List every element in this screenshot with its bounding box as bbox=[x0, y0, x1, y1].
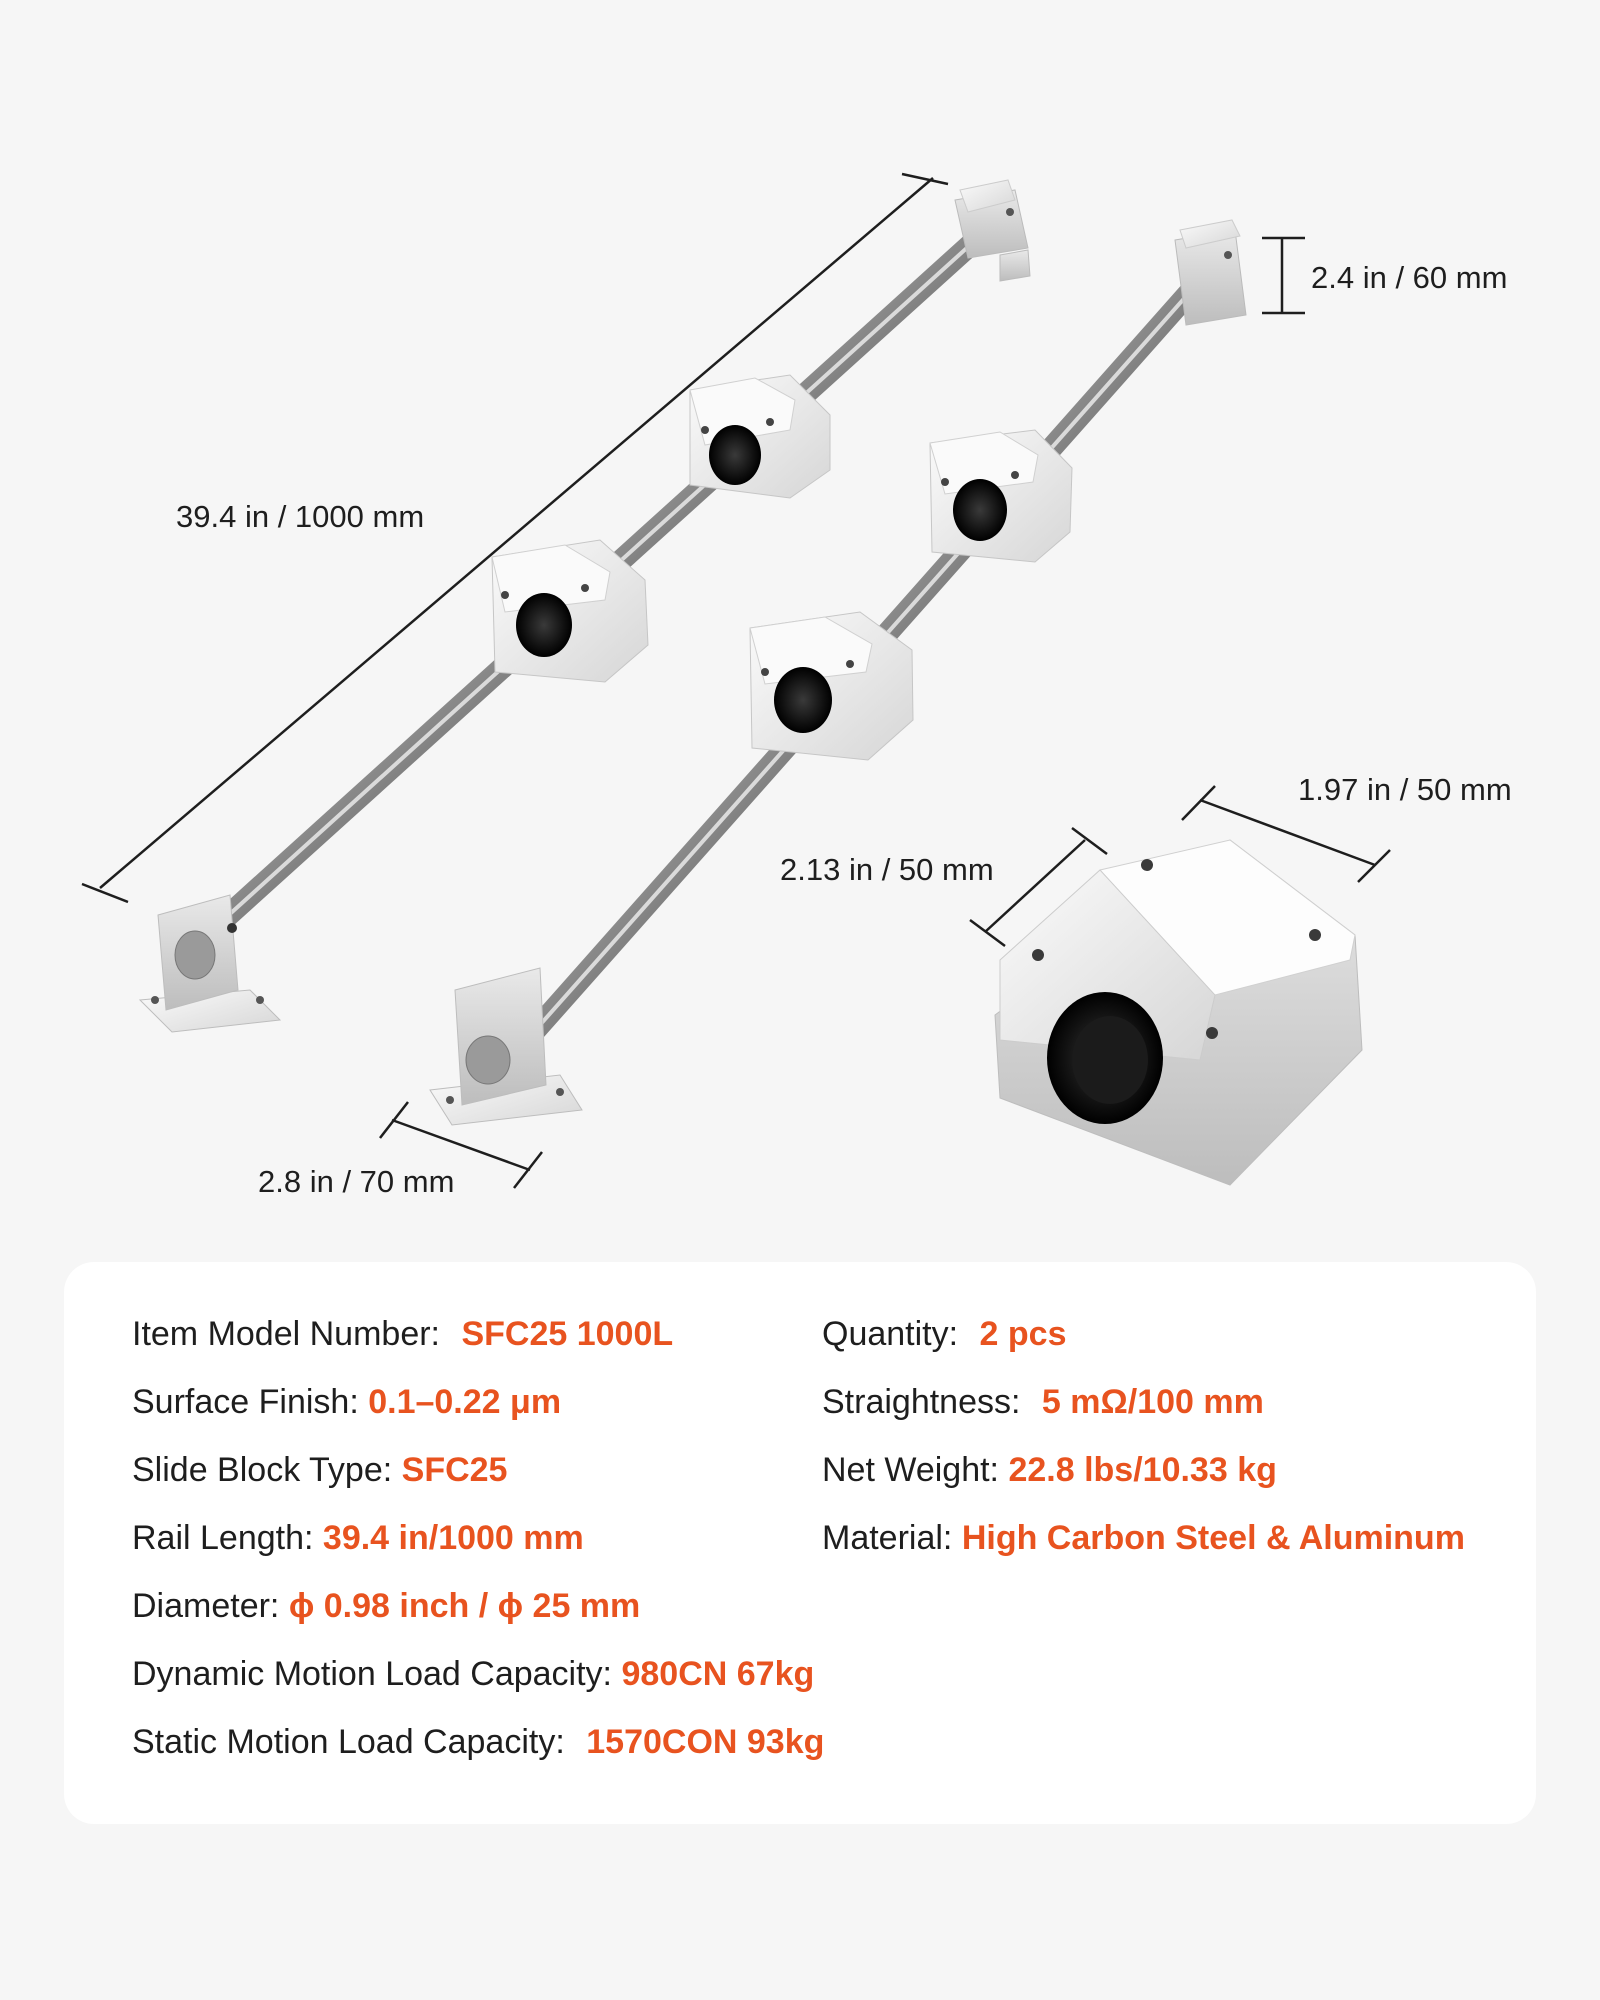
block-width-label: 1.97 in / 50 mm bbox=[1298, 772, 1512, 807]
spec-label: Quantity: bbox=[822, 1315, 959, 1353]
spec-label: Rail Length: bbox=[132, 1519, 314, 1557]
support-height-dimension bbox=[1262, 238, 1305, 313]
support-height-label: 2.4 in / 60 mm bbox=[1311, 260, 1508, 295]
rail-length-label: 39.4 in / 1000 mm bbox=[176, 499, 425, 534]
slide-block-closeup bbox=[995, 840, 1362, 1185]
spec-value: High Carbon Steel & Aluminum bbox=[961, 1519, 1465, 1557]
spec-material bbox=[822, 1516, 1465, 1560]
spec-label: Material: bbox=[822, 1519, 953, 1557]
spec-value: 5 mΩ/100 mm bbox=[1041, 1383, 1264, 1421]
spec-label: Straightness: bbox=[822, 1383, 1021, 1421]
support-base-label: 2.8 in / 70 mm bbox=[258, 1164, 455, 1199]
rail-2-slide-block-upper bbox=[930, 430, 1072, 562]
spec-value: 22.8 lbs/10.33 kg bbox=[1008, 1451, 1277, 1489]
spec-label: Surface Finish: bbox=[132, 1383, 359, 1421]
spec-quantity bbox=[822, 1312, 1066, 1356]
spec-label: Diameter: bbox=[132, 1587, 280, 1625]
rail-2-slide-block-lower bbox=[750, 612, 913, 760]
spec-value: 1570CON 93kg bbox=[586, 1723, 825, 1761]
spec-slide-block-type bbox=[132, 1448, 507, 1492]
spec-value: 39.4 in/1000 mm bbox=[322, 1519, 584, 1557]
spec-surface-finish bbox=[132, 1380, 561, 1424]
rail-1-slide-block-lower bbox=[492, 540, 648, 682]
spec-straightness bbox=[822, 1380, 1264, 1424]
spec-rail-length bbox=[132, 1516, 584, 1560]
spec-label: Net Weight: bbox=[822, 1451, 1000, 1489]
spec-static-load-capacity bbox=[132, 1720, 824, 1764]
spec-value: ϕ 0.98 inch / ϕ 25 mm bbox=[288, 1587, 641, 1625]
spec-value: SFC25 1000L bbox=[461, 1315, 674, 1353]
spec-item-model-number bbox=[132, 1312, 673, 1356]
block-length-label: 2.13 in / 50 mm bbox=[780, 852, 994, 887]
spec-value: 2 pcs bbox=[979, 1315, 1067, 1353]
spec-value: SFC25 bbox=[401, 1451, 508, 1489]
spec-net-weight bbox=[822, 1448, 1277, 1492]
rail-2-top-support bbox=[1175, 220, 1246, 325]
rail-1-top-support bbox=[955, 180, 1030, 281]
spec-label: Static Motion Load Capacity: bbox=[132, 1723, 565, 1761]
spec-value: 980CN 67kg bbox=[621, 1655, 815, 1693]
rail-1-bottom-support bbox=[140, 895, 280, 1032]
spec-card bbox=[64, 1262, 1536, 1824]
spec-diameter bbox=[132, 1584, 640, 1628]
spec-value: 0.1–0.22 μm bbox=[368, 1383, 562, 1421]
spec-label: Item Model Number: bbox=[132, 1315, 440, 1353]
rail-length-dimension bbox=[82, 174, 948, 902]
spec-label: Slide Block Type: bbox=[132, 1451, 393, 1489]
spec-dynamic-load-capacity bbox=[132, 1652, 814, 1696]
spec-label: Dynamic Motion Load Capacity: bbox=[132, 1655, 613, 1693]
rail-1-slide-block-upper bbox=[690, 375, 830, 498]
